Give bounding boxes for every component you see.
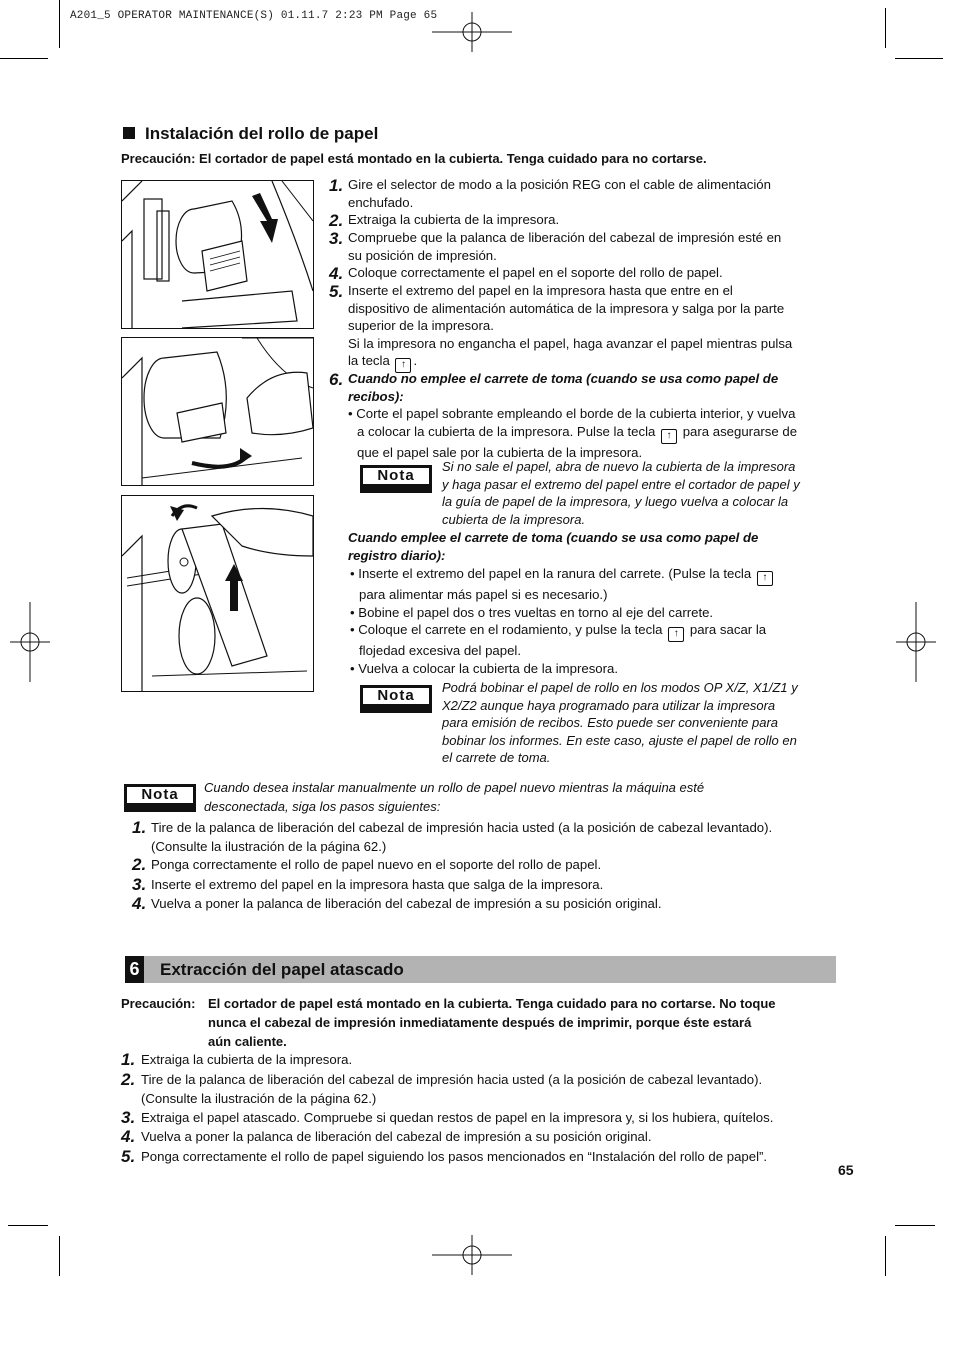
figure-paper-holder (121, 180, 314, 329)
step-text: Extraiga la cubierta de la impresora. (348, 212, 560, 227)
step-number: 1. (132, 818, 147, 837)
step-text: Tire de la palanca de liberación del cabezal de impresión hacia usted (a la posición de cabezal levantado). (Consulte la ilustración de la página 62.) (151, 820, 773, 854)
nota-badge: Nota (360, 685, 432, 713)
step-text: Coloque correctamente el papel en el soporte del rollo de papel. (348, 265, 723, 280)
caution-text: El cortador de papel está montado en la cubierta. Tenga cuidado para no cortarse. No toque nunca el cabezal de impresión inmediatamente después de imprimir, porque éste estará aún caliente. (208, 996, 776, 1049)
nota-text: Podrá bobinar el papel de rollo en los modos OP X/Z, X1/Z1 y X2/Z2 aunque haya programado para utilizar la impresora para emisión de recibos. Esto puede ser conveniente para bobinar los informes. En este caso, ajuste el papel de rollo en el carrete de toma. (442, 680, 798, 766)
crop-mark (895, 1225, 935, 1226)
nota-text: Si no sale el papel, abra de nuevo la cubierta de la impresora y haga pasar el extremo del papel entre el cortador de papel y la guía de papel de la impresora, y luego vuelva a colocar la cubierta de la impresora. (442, 459, 800, 527)
manual-intro: Cuando desea instalar manualmente un rollo de papel nuevo mientras la máquina esté desconectada, siga los pasos siguientes: (204, 780, 705, 814)
step-text: Ponga correctamente el rollo de papel siguiendo los pasos mencionados en “Instalación del rollo de papel”. (141, 1149, 768, 1164)
nota-badge: Nota (360, 465, 432, 493)
printer-illustration-icon (122, 338, 313, 485)
receipt-bullet: • Corte el papel sobrante empleando el borde de la cubierta interior, y vuelva a colocar la cubierta de la impresora. Pulse la tecla ↑ para asegurarse de que el papel sale por la cubierta de la impresora. (348, 406, 798, 460)
step-text: Inserte el extremo del papel en la impresora hasta que entre en el dispositivo de alimentación automática de la impresora y salga por la parte superior de la impresora. Si la impresora no engancha el papel, haga avanzar el papel mientras pulsa la tecla ↑ . (348, 282, 792, 373)
crop-mark (8, 1225, 48, 1226)
step-text: Ponga correctamente el rollo de papel nuevo en el soporte del rollo de papel. (151, 857, 602, 872)
crop-mark (885, 8, 886, 48)
journal-bullets: • Inserte el extremo del papel en la ranura del carrete. (Pulse la tecla ↑ para alimentar más papel si es necesario.) • Bobine el papel dos o tres vueltas en torno al eje del carrete. • Coloque el carrete en el rodamiento, y pulse la tecla ↑ para sacar la flojedad excesiva del papel. • Vuelva a colocar la cubierta de la impresora. (350, 565, 842, 677)
crop-mark (895, 58, 943, 59)
printer-illustration-icon (122, 496, 313, 691)
step-number: 3. (329, 229, 344, 248)
step-number: 5. (329, 282, 344, 301)
paper-feed-key-icon: ↑ (395, 358, 411, 373)
caution-text: Precaución: El cortador de papel está montado en la cubierta. Tenga cuidado para no cortarse. (121, 151, 707, 166)
square-bullet-icon (123, 127, 135, 139)
caution-label: Precaución: (121, 996, 196, 1011)
step-number: 2. (329, 211, 344, 230)
section-number: 6 (125, 956, 144, 983)
crop-mark (0, 58, 48, 59)
paper-feed-key-icon: ↑ (661, 429, 677, 444)
registration-mark-icon (10, 602, 50, 682)
figure-paper-insert (121, 337, 314, 486)
registration-mark-icon (896, 602, 936, 682)
section-title: Instalación del rollo de papel (123, 124, 378, 144)
journal-heading: Cuando emplee el carrete de toma (cuando se usa como papel de registro diario): (348, 530, 759, 563)
step-number: 1. (121, 1050, 136, 1069)
step-number: 1. (329, 176, 344, 195)
step-text: Vuelva a poner la palanca de liberación del cabezal de impresión a su posición original. (141, 1129, 652, 1144)
registration-mark-icon (432, 12, 512, 52)
section-title: Extracción del papel atascado (160, 960, 404, 979)
receipt-heading: Cuando no emplee el carrete de toma (cuando se usa como papel de recibos): (348, 371, 779, 404)
registration-mark-icon (432, 1235, 512, 1275)
step-number: 4. (329, 264, 344, 283)
print-slug: A201_5 OPERATOR MAINTENANCE(S) 01.11.7 2:23 PM Page 65 (70, 10, 438, 22)
nota-badge: Nota (124, 784, 196, 812)
paper-feed-key-icon: ↑ (757, 571, 773, 586)
step-text: Inserte el extremo del papel en la impresora hasta que salga de la impresora. (151, 877, 604, 892)
step-text: Tire de la palanca de liberación del cabezal de impresión hacia usted (a la posición de cabezal levantado). (Consulte la ilustración de la página 62.) (141, 1072, 763, 1106)
page-number: 65 (838, 1162, 854, 1178)
step-number: 2. (132, 855, 147, 874)
step-number: 3. (121, 1108, 136, 1127)
step-text: Compruebe que la palanca de liberación del cabezal de impresión esté en su posición de impresión. (348, 230, 782, 263)
step-number: 2. (121, 1070, 136, 1089)
step-number: 6. (329, 370, 344, 389)
step-number: 3. (132, 875, 147, 894)
crop-mark (59, 1236, 60, 1276)
crop-mark (885, 1236, 886, 1276)
step-text: Extraiga el papel atascado. Compruebe si quedan restos de papel en la impresora y, si los hubiera, quítelos. (141, 1110, 774, 1125)
crop-mark (59, 0, 60, 48)
paper-feed-key-icon: ↑ (668, 627, 684, 642)
step-number: 5. (121, 1147, 136, 1166)
step-number: 4. (132, 894, 147, 913)
step-number: 4. (121, 1127, 136, 1146)
step-text: Extraiga la cubierta de la impresora. (141, 1052, 353, 1067)
step-text: Gire el selector de modo a la posición REG con el cable de alimentación enchufado. (348, 177, 771, 210)
printer-illustration-icon (122, 181, 313, 328)
step-text: Vuelva a poner la palanca de liberación del cabezal de impresión a su posición original. (151, 896, 662, 911)
figure-take-up-spool (121, 495, 314, 692)
